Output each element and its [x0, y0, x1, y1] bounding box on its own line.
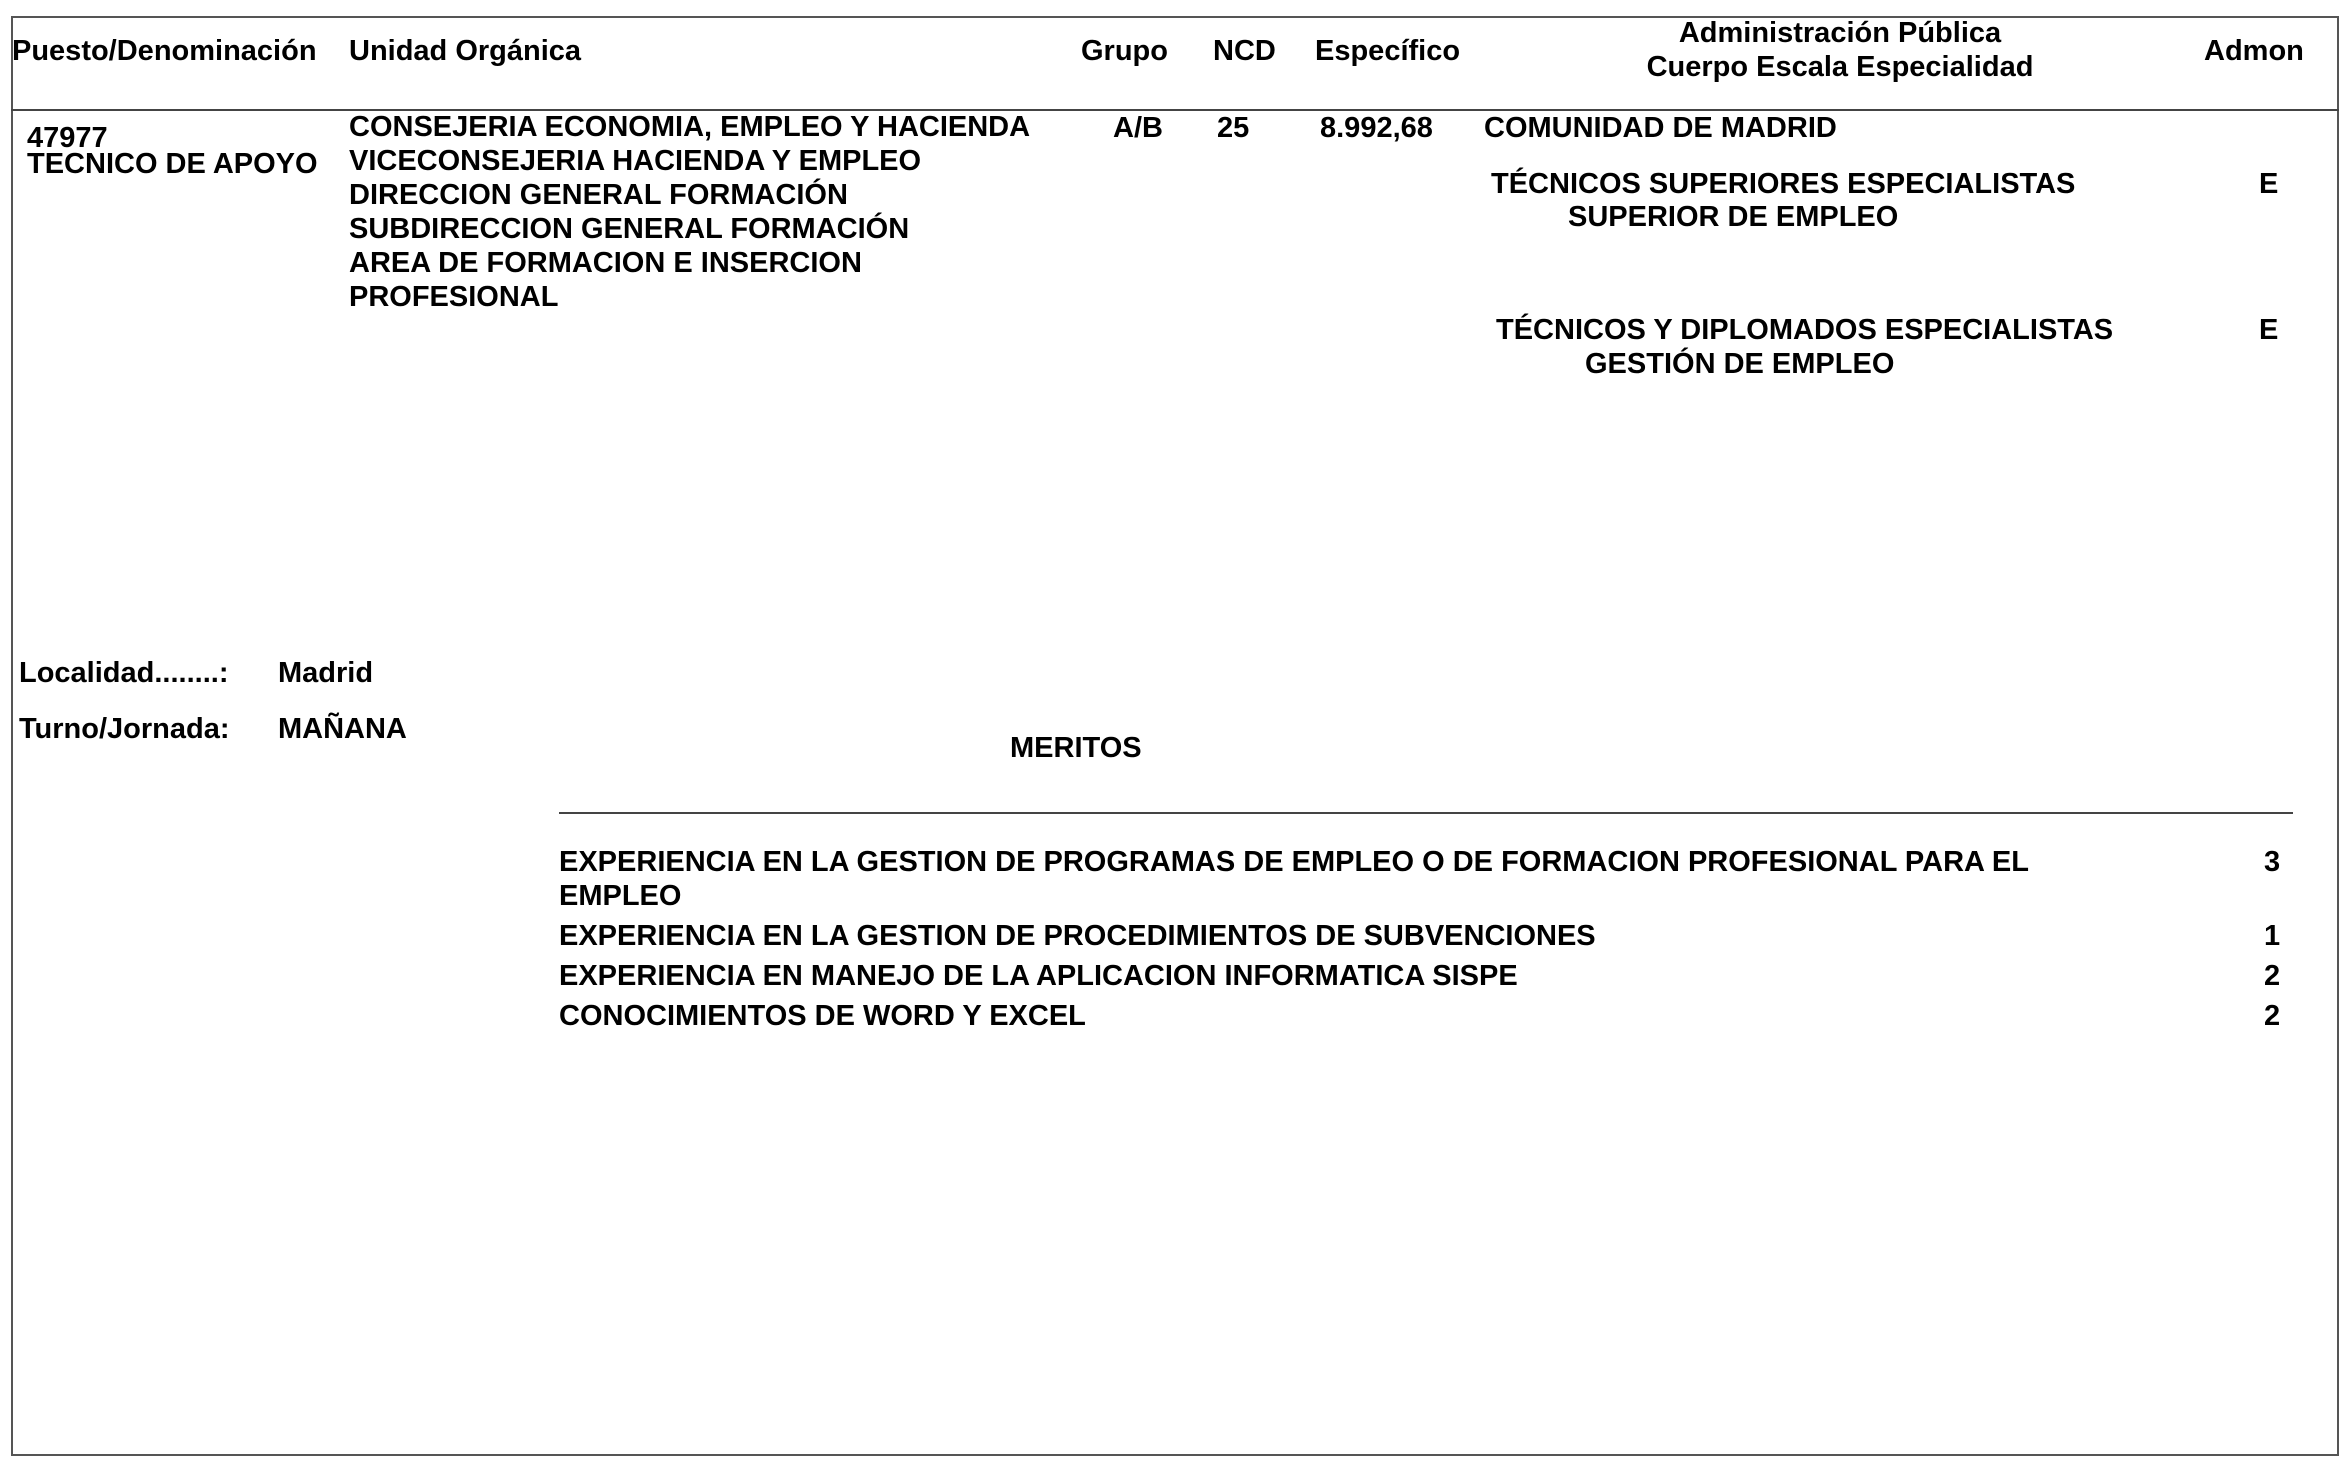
header-admon: Admon — [2204, 35, 2304, 67]
header-admin-publica: Administración Pública — [1678, 17, 2002, 49]
turno-value: MAÑANA — [278, 713, 407, 745]
administracion-value: COMUNIDAD DE MADRID — [1484, 112, 1837, 144]
merito-line: EXPERIENCIA EN LA GESTION DE PROGRAMAS DE EMPLEO O DE FORMACION PROFESIONAL PARA EL — [559, 846, 2029, 878]
unidad-line: CONSEJERIA ECONOMIA, EMPLEO Y HACIENDA — [349, 111, 1031, 143]
merito-points: 2 — [2264, 1000, 2281, 1032]
meritos-title: MERITOS — [1010, 732, 1142, 764]
merito-points: 1 — [2264, 920, 2281, 952]
localidad-label: Localidad........: — [19, 657, 229, 689]
merito-line: EMPLEO — [559, 880, 682, 912]
meritos-divider — [559, 812, 2293, 814]
header-especifico: Específico — [1315, 35, 1461, 67]
header-puesto: Puesto/Denominación — [12, 35, 317, 67]
header-ncd: NCD — [1213, 35, 1276, 67]
especifico-value: 8.992,68 — [1320, 112, 1433, 144]
unidad-organica — [349, 110, 1030, 314]
unidad-line: PROFESIONAL — [349, 281, 559, 313]
unidad-line: SUBDIRECCION GENERAL FORMACIÓN — [349, 213, 910, 245]
puesto-codigo: 47977 — [27, 122, 108, 154]
admon-1: E — [2259, 168, 2279, 200]
turno-label: Turno/Jornada: — [19, 713, 230, 745]
grupo-value: A/B — [1113, 112, 1163, 144]
merito-item: EXPERIENCIA EN MANEJO DE LA APLICACION INFORMATICA SISPE — [559, 960, 1518, 992]
header-grupo: Grupo — [1081, 35, 1168, 67]
cuerpo-2: TÉCNICOS Y DIPLOMADOS ESPECIALISTAS — [1496, 314, 2114, 346]
merito-item — [559, 845, 2029, 913]
localidad-value: Madrid — [278, 657, 374, 689]
unidad-line: AREA DE FORMACION E INSERCION — [349, 247, 862, 279]
merito-item: EXPERIENCIA EN LA GESTION DE PROCEDIMIENTOS DE SUBVENCIONES — [559, 920, 1596, 952]
escala-1: SUPERIOR DE EMPLEO — [1568, 201, 1899, 233]
unidad-line: DIRECCION GENERAL FORMACIÓN — [349, 179, 848, 211]
escala-2: GESTIÓN DE EMPLEO — [1585, 348, 1895, 380]
ncd-value: 25 — [1217, 112, 1250, 144]
cuerpo-1: TÉCNICOS SUPERIORES ESPECIALISTAS — [1491, 168, 2076, 200]
unidad-line: VICECONSEJERIA HACIENDA Y EMPLEO — [349, 145, 922, 177]
admon-2: E — [2259, 314, 2279, 346]
merito-points: 2 — [2264, 960, 2281, 992]
puesto-denominacion: TECNICO DE APOYO — [27, 148, 318, 180]
merito-points: 3 — [2264, 846, 2281, 878]
header-cuerpo-escala: Cuerpo Escala Especialidad — [1646, 51, 2034, 83]
merito-item: CONOCIMIENTOS DE WORD Y EXCEL — [559, 1000, 1086, 1032]
header-unidad: Unidad Orgánica — [349, 35, 582, 67]
